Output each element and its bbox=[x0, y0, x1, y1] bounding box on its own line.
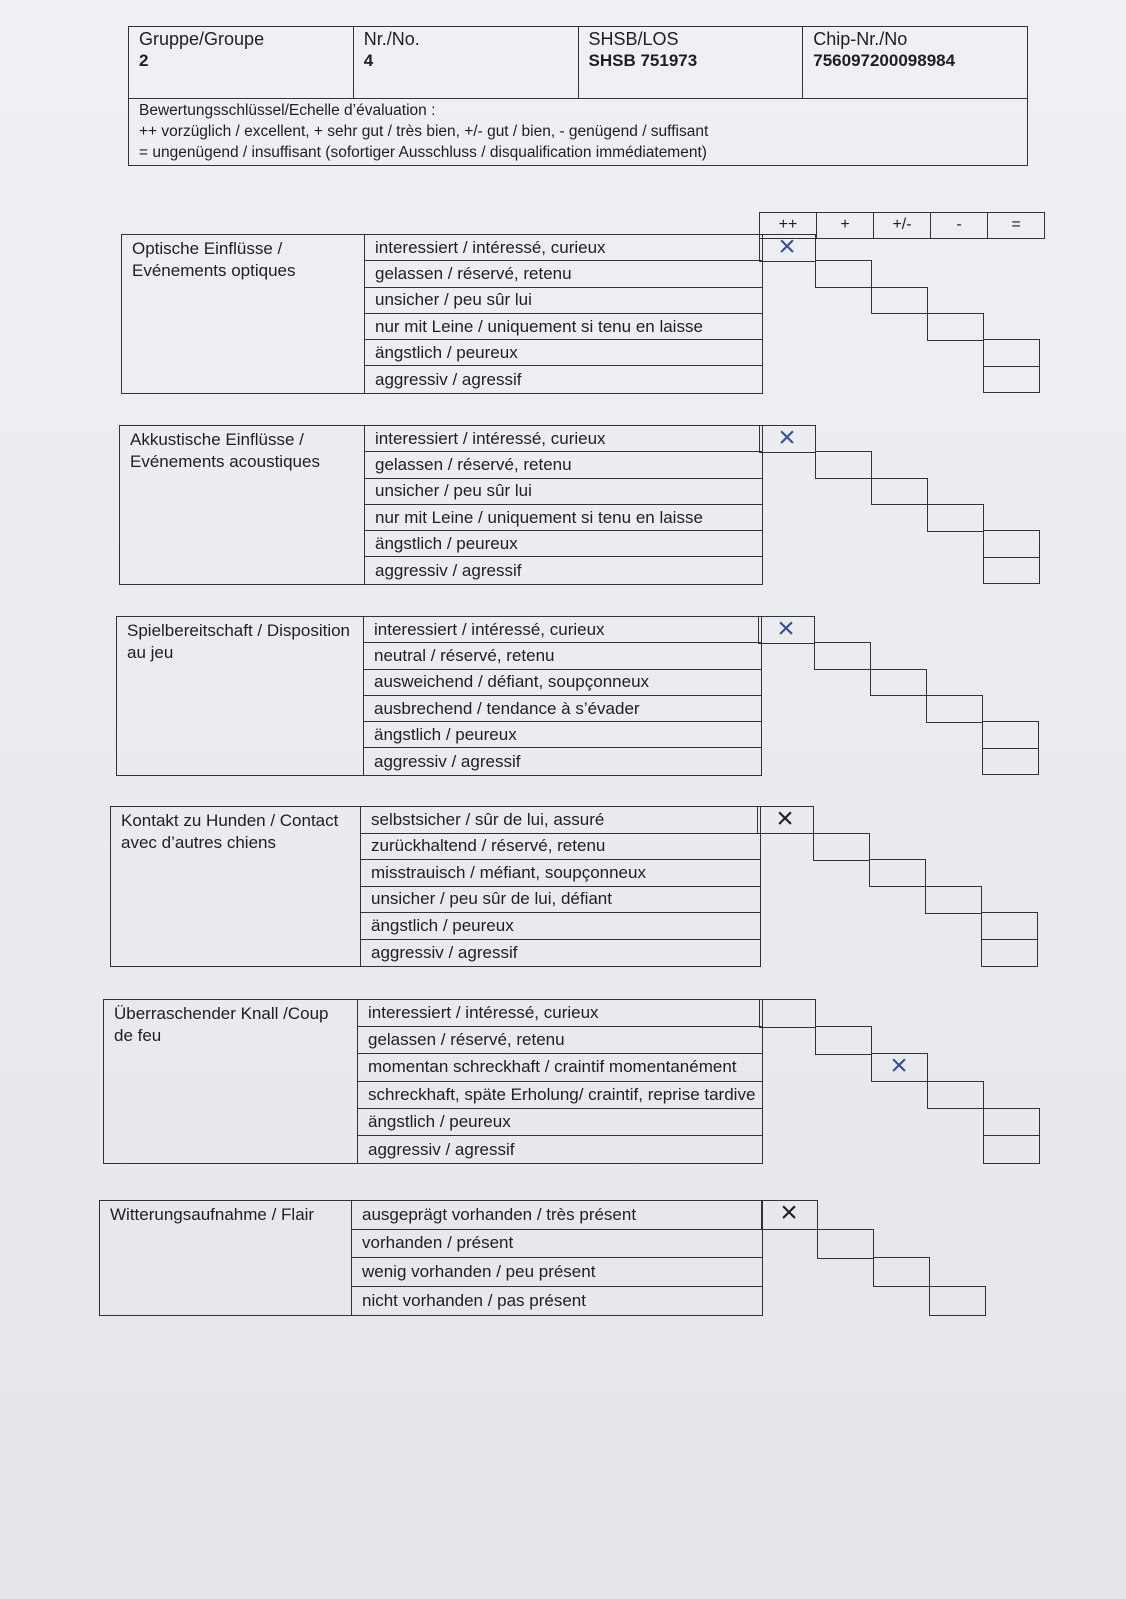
option-row: wenig vorhanden / peu présent bbox=[352, 1258, 762, 1287]
option-row: misstrauisch / méfiant, soupçonneux bbox=[361, 860, 760, 887]
rating-box[interactable] bbox=[927, 504, 984, 532]
rating-box[interactable] bbox=[814, 642, 871, 670]
option-row: nicht vorhanden / pas présent bbox=[362, 1290, 586, 1310]
rating-box[interactable] bbox=[871, 478, 928, 506]
rating-box[interactable] bbox=[983, 366, 1040, 394]
section-title: Optische Einflüsse / Evénements optiques bbox=[122, 235, 365, 393]
rating-box[interactable] bbox=[925, 886, 982, 914]
option-list bbox=[361, 807, 760, 966]
option-list bbox=[364, 617, 761, 775]
rating-box[interactable] bbox=[929, 1286, 986, 1316]
rating-box[interactable] bbox=[981, 939, 1038, 967]
cross-mark-icon: × bbox=[776, 802, 794, 835]
rating-box[interactable] bbox=[871, 287, 928, 315]
option-list bbox=[352, 1201, 762, 1315]
cross-mark-icon: × bbox=[777, 612, 795, 645]
rating-box[interactable] bbox=[926, 695, 983, 723]
header-info-row bbox=[129, 27, 1027, 99]
rating-box[interactable] bbox=[759, 999, 816, 1028]
option-row: nur mit Leine / uniquement si tenu en laisse bbox=[365, 505, 762, 531]
rating-box[interactable] bbox=[815, 260, 872, 288]
option-row: aggressiv / agressif bbox=[375, 560, 522, 580]
option-row: ausgeprägt vorhanden / très présent bbox=[352, 1201, 762, 1230]
group-cell bbox=[129, 27, 354, 98]
option-row: aggressiv / agressif bbox=[368, 1139, 515, 1159]
rating-box[interactable] bbox=[870, 669, 927, 697]
option-row: ängstlich / peureux bbox=[358, 1109, 762, 1136]
option-row: ängstlich / peureux bbox=[365, 531, 762, 557]
rating-box[interactable] bbox=[815, 451, 872, 479]
option-row: ängstlich / peureux bbox=[361, 913, 760, 940]
rating-box[interactable] bbox=[869, 859, 926, 887]
rating-box[interactable] bbox=[873, 1257, 930, 1287]
scale-legend bbox=[129, 99, 1027, 164]
group-label: Gruppe/Groupe bbox=[139, 29, 265, 49]
rating-box[interactable] bbox=[813, 833, 870, 861]
option-row: vorhanden / présent bbox=[352, 1230, 762, 1259]
option-row: unsicher / peu sûr de lui, défiant bbox=[361, 887, 760, 914]
section-table bbox=[116, 616, 762, 776]
cross-mark-icon: × bbox=[778, 421, 796, 454]
rating-box[interactable] bbox=[815, 1026, 872, 1055]
section-table bbox=[103, 999, 763, 1164]
rating-box[interactable] bbox=[983, 557, 1040, 585]
scale-line-1: ++ vorzüglich / excellent, + sehr gut / très bien, +/- gut / bien, - genügend / suffisant bbox=[139, 123, 709, 140]
number-label: Nr./No. bbox=[363, 29, 420, 49]
option-row: schreckhaft, späte Erholung/ craintif, reprise tardive bbox=[358, 1082, 762, 1109]
rating-box[interactable] bbox=[927, 313, 984, 341]
shsb-cell bbox=[579, 27, 804, 98]
option-row: aggressiv / agressif bbox=[374, 751, 521, 771]
section-table bbox=[110, 806, 761, 967]
option-row: gelassen / réservé, retenu bbox=[365, 452, 762, 478]
rating-box[interactable] bbox=[982, 748, 1039, 776]
option-row: ängstlich / peureux bbox=[364, 722, 761, 748]
rating-box[interactable] bbox=[927, 1081, 984, 1110]
chip-value: 756097200098984 bbox=[813, 51, 956, 70]
rating-box[interactable] bbox=[983, 1135, 1040, 1164]
rating-box[interactable] bbox=[982, 721, 1039, 749]
shsb-value: SHSB 751973 bbox=[588, 51, 698, 70]
rating-box[interactable] bbox=[817, 1229, 874, 1259]
section-title: Überraschender Knall /Coup de feu bbox=[104, 1000, 358, 1163]
chip-label: Chip-Nr./No bbox=[813, 29, 908, 49]
shsb-label: SHSB/LOS bbox=[588, 29, 679, 49]
rating-box[interactable] bbox=[983, 530, 1040, 558]
section-table bbox=[99, 1200, 763, 1316]
scale-title: Bewertungsschlüssel/Echelle d’évaluation : bbox=[139, 102, 436, 119]
section-table bbox=[119, 425, 763, 585]
option-row: aggressiv / agressif bbox=[375, 369, 522, 389]
section-title: Witterungsaufnahme / Flair bbox=[100, 1201, 352, 1315]
option-row: ängstlich / peureux bbox=[365, 340, 762, 366]
section-title: Akkustische Einflüsse / Evénements acoustiques bbox=[120, 426, 365, 584]
number-cell bbox=[354, 27, 579, 98]
option-row: aggressiv / agressif bbox=[371, 942, 518, 962]
header-table bbox=[128, 26, 1028, 166]
group-value: 2 bbox=[139, 51, 149, 70]
option-row: interessiert / intéressé, curieux bbox=[358, 1000, 762, 1027]
cross-mark-icon: × bbox=[778, 230, 796, 263]
section-title: Kontakt zu Hunden / Contact avec d’autres chiens bbox=[111, 807, 361, 966]
section-table bbox=[121, 234, 763, 394]
option-row: unsicher / peu sûr lui bbox=[365, 479, 762, 505]
option-row: zurückhaltend / réservé, retenu bbox=[361, 834, 760, 861]
rating-box[interactable] bbox=[983, 1108, 1040, 1137]
number-value: 4 bbox=[363, 51, 374, 70]
option-row: interessiert / intéressé, curieux bbox=[364, 617, 761, 643]
option-row: interessiert / intéressé, curieux bbox=[365, 235, 762, 261]
option-row: nur mit Leine / uniquement si tenu en laisse bbox=[365, 314, 762, 340]
scale-line-2: = ungenügend / insuffisant (sofortiger Ausschluss / disqualification immédiatement) bbox=[139, 144, 707, 161]
option-list bbox=[365, 426, 762, 584]
option-row: gelassen / réservé, retenu bbox=[365, 261, 762, 287]
option-list bbox=[365, 235, 762, 393]
scale-col-very-good: + bbox=[817, 213, 874, 238]
scale-col-insufficient: = bbox=[1011, 216, 1021, 233]
section-title: Spielbereitschaft / Disposition au jeu bbox=[117, 617, 364, 775]
option-row: ausbrechend / tendance à s’évader bbox=[364, 696, 761, 722]
option-row: interessiert / intéressé, curieux bbox=[365, 426, 762, 452]
option-row: selbstsicher / sûr de lui, assuré bbox=[361, 807, 760, 834]
scale-col-sufficient: - bbox=[931, 213, 988, 238]
option-list bbox=[358, 1000, 762, 1163]
option-row: gelassen / réservé, retenu bbox=[358, 1027, 762, 1054]
cross-mark-icon: × bbox=[890, 1049, 908, 1083]
cross-mark-icon: × bbox=[780, 1196, 798, 1229]
scale-col-excellent: ++ bbox=[760, 213, 817, 238]
rating-box[interactable] bbox=[983, 339, 1040, 367]
option-row: neutral / réservé, retenu bbox=[364, 643, 761, 669]
chip-cell bbox=[803, 27, 1027, 98]
option-row: momentan schreckhaft / craintif momentanément bbox=[358, 1054, 762, 1081]
scale-col-good: +/- bbox=[874, 213, 931, 238]
rating-box[interactable] bbox=[981, 912, 1038, 940]
option-row: ausweichend / défiant, soupçonneux bbox=[364, 670, 761, 696]
option-row: unsicher / peu sûr lui bbox=[365, 288, 762, 314]
